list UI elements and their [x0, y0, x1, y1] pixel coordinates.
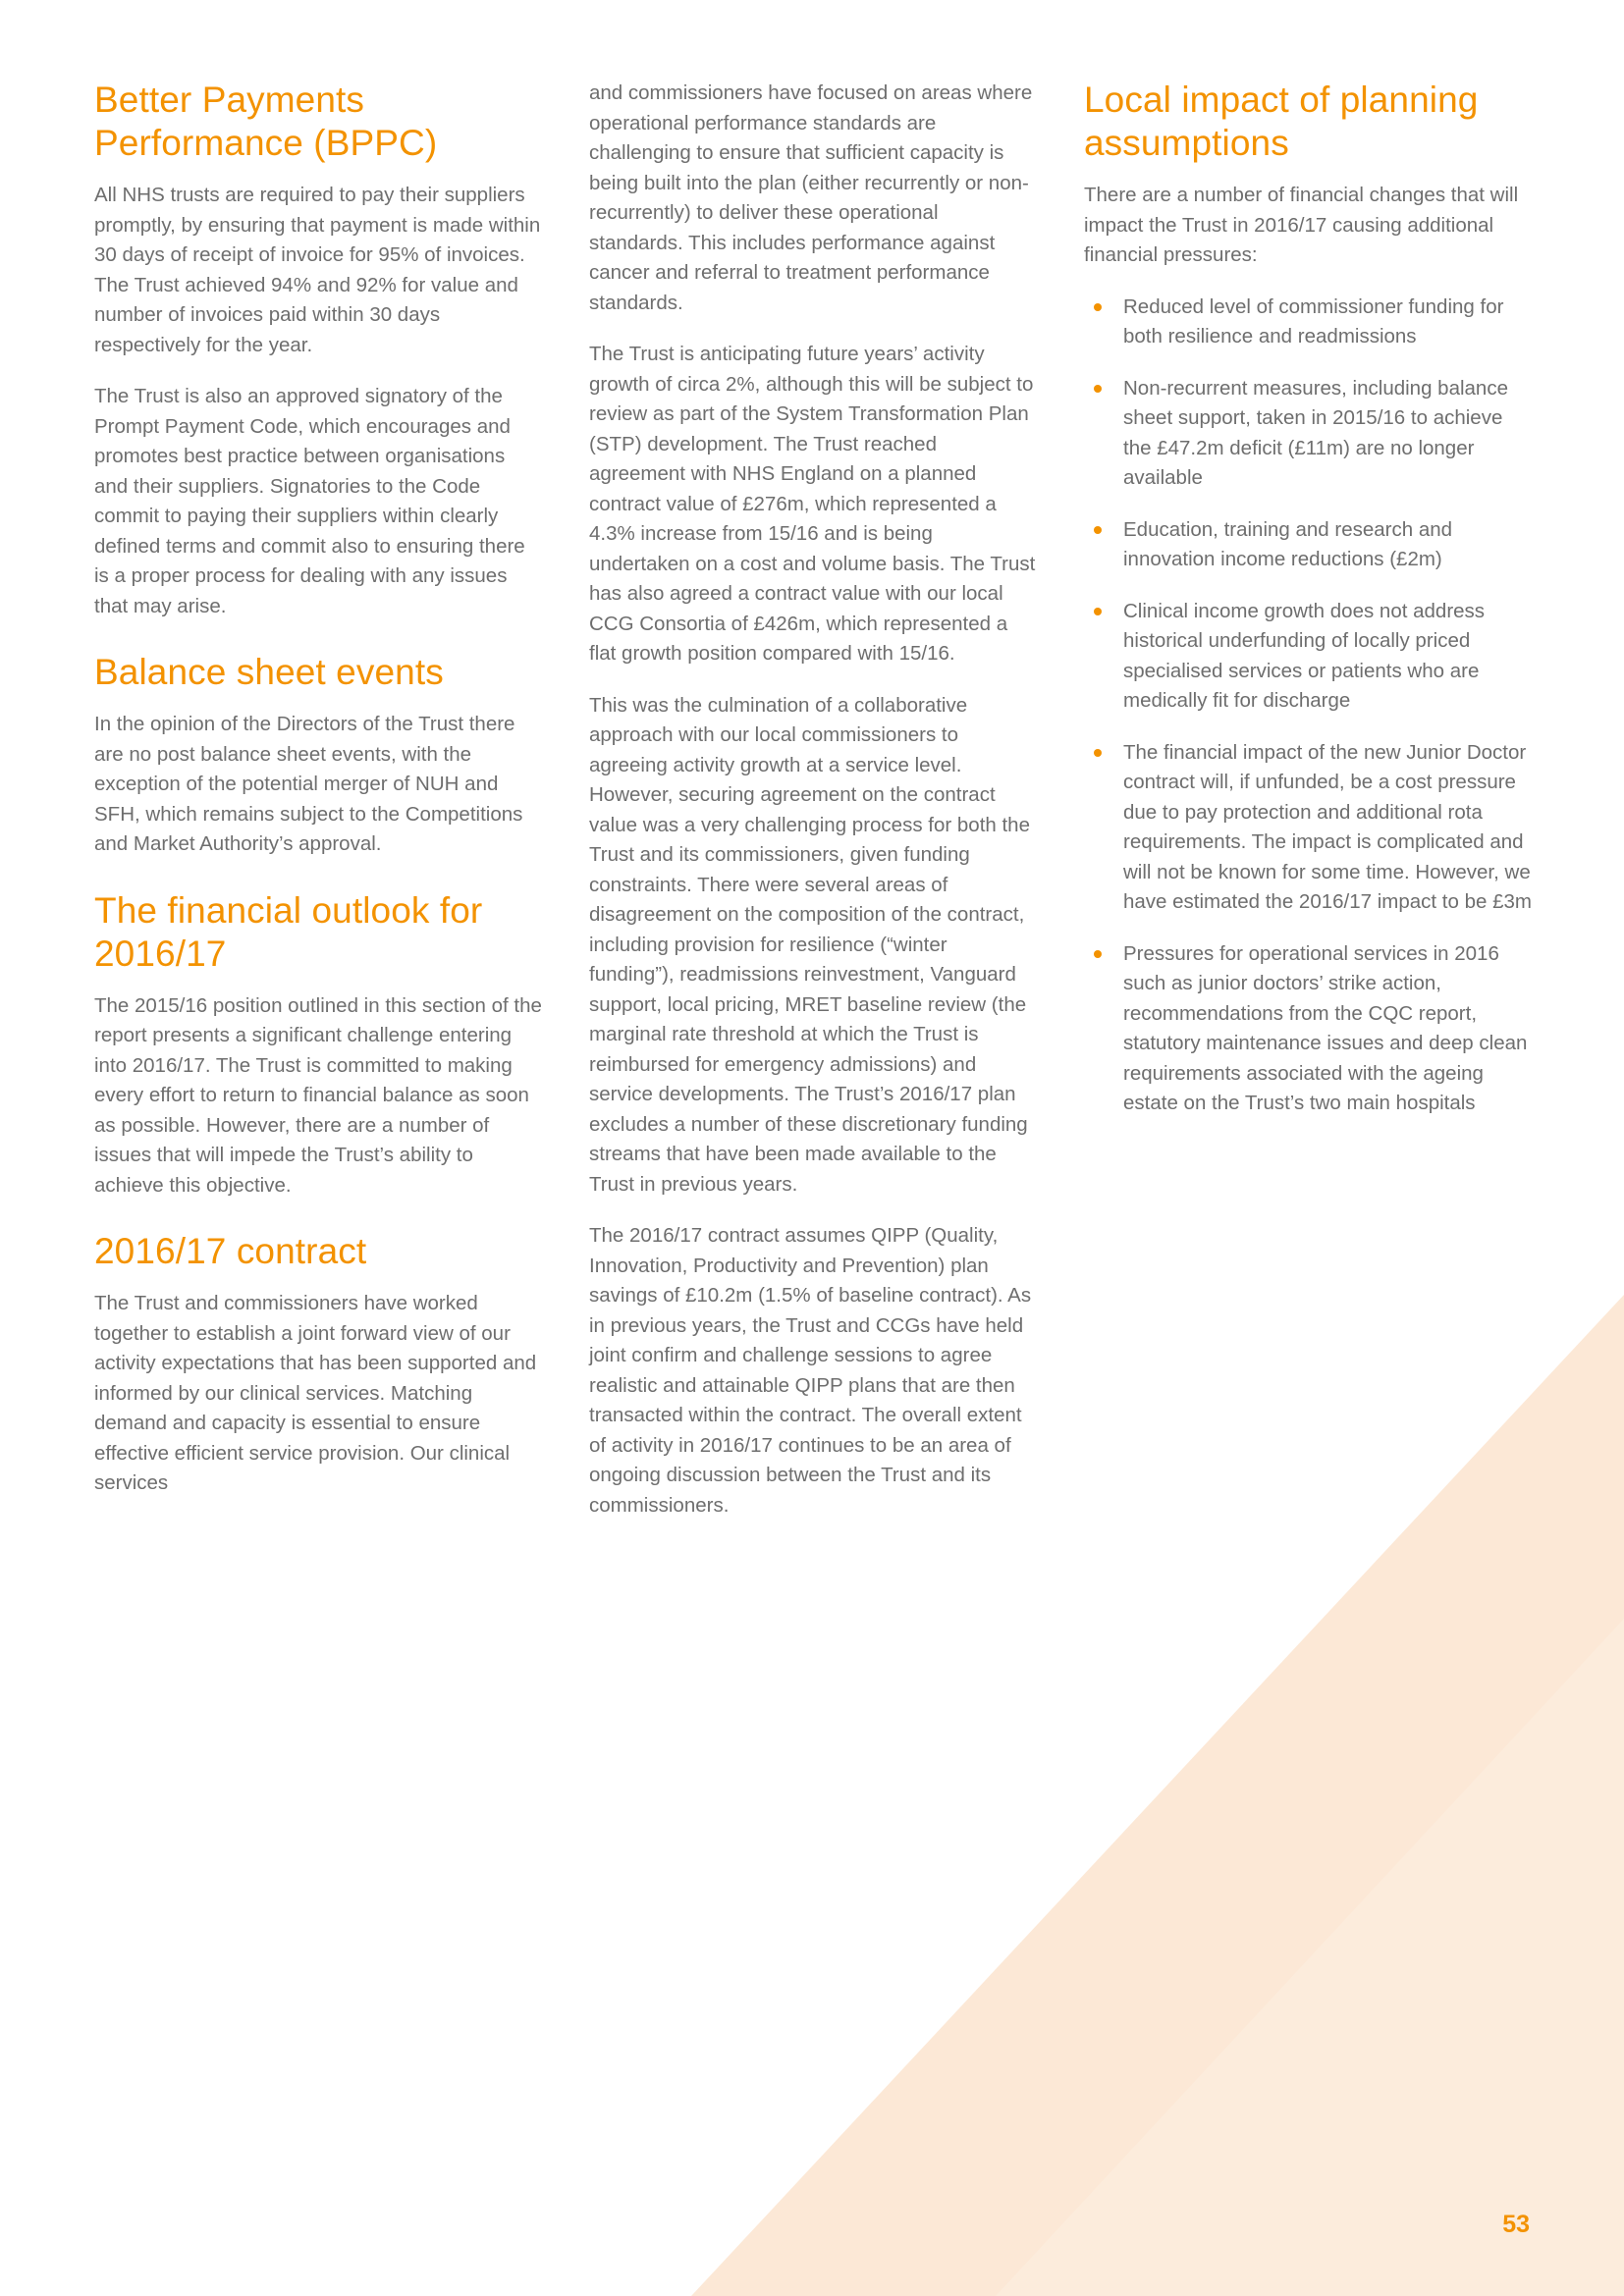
- bullet-dot-icon: [1094, 749, 1102, 757]
- list-item-label: Non-recurrent measures, including balance sheet support, taken in 2015/16 to achieve the £47.2m deficit (£11m) are no longer available: [1123, 376, 1508, 489]
- list-item-label: Pressures for operational services in 2016 such as junior doctors’ strike action, recommendations from the CQC report, statutory maintenance issues and deep clean requirements associated with the ageing estate on the Trust’s two main hospitals: [1123, 941, 1528, 1114]
- heading-contract-2016-17: 2016/17 contract: [94, 1231, 367, 1271]
- bullet-dot-icon: [1094, 950, 1102, 958]
- list-item-label: The financial impact of the new Junior Doctor contract will, if unfunded, be a cost pressure due to pay protection and additional rota requirements. The impact is complicated and will not be known for some time. However, we have estimated the 2016/17 impact to be £3m: [1123, 740, 1532, 913]
- list-item-label: Reduced level of commissioner funding for both resilience and readmissions: [1123, 294, 1504, 347]
- paragraph-bppc-1: All NHS trusts are required to pay their suppliers promptly, by ensuring that payment is made within 30 days of receipt of invoice for 95% of invoices. The Trust achieved 94% and 92% for value and number of invoices paid within 30 days respectively for the year.: [94, 184, 541, 356]
- list-local-impact-bullets: [1084, 293, 1532, 1119]
- heading-balance-sheet-events: Balance sheet events: [94, 652, 444, 692]
- section-financial-outlook: [94, 889, 542, 1201]
- section-balance-sheet-events: [94, 651, 542, 860]
- list-item-label: Education, training and research and innovation income reductions (£2m): [1123, 517, 1453, 570]
- list-item: [1084, 374, 1532, 494]
- bullet-dot-icon: [1094, 526, 1102, 534]
- bullet-dot-icon: [1094, 608, 1102, 615]
- paragraph-financial-outlook-1: The 2015/16 position outlined in this section of the report presents a significant challenge entering into 2016/17. The Trust is committed to making every effort to return to financial balance as soon as possible. However, there are a number of issues that will impede the Trust’s ability to achieve this objective.: [94, 993, 542, 1197]
- page-number: 53: [1502, 2211, 1530, 2238]
- paragraph-local-impact-intro: There are a number of financial changes that will impact the Trust in 2016/17 causing additional financial pressures:: [1084, 184, 1519, 266]
- bullet-dot-icon: [1094, 303, 1102, 311]
- heading-local-impact: Local impact of planning assumptions: [1084, 80, 1479, 163]
- list-item: [1084, 515, 1532, 575]
- list-item: [1084, 738, 1532, 918]
- section-contract-2016-17: [94, 1230, 542, 1499]
- list-item: [1084, 939, 1532, 1119]
- paragraph-middle-3: This was the culmination of a collaborative approach with our local commissioners to agreeing activity growth at a service level. However, securing agreement on the contract value was a very challenging process for both the Trust and its commissioners, given funding constraints. There were several areas of disagreement on the composition of the contract, including provision for resilience (“winter funding”), readmissions reinvestment, Vanguard support, local pricing, MRET baseline review (the marginal rate threshold at which the Trust is reimbursed for emergency admissions) and service developments. The Trust’s 2016/17 plan excludes a number of these discretionary funding streams that have been made available to the Trust in previous years.: [589, 693, 1030, 1196]
- heading-financial-outlook: The financial outlook for 2016/17: [94, 889, 483, 974]
- list-item: [1084, 597, 1532, 717]
- column-middle: [589, 79, 1037, 1521]
- column-left: [94, 79, 542, 1521]
- paragraph-middle-1: and commissioners have focused on areas where operational performance standards are challenging to ensure that sufficient capacity is being built into the plan (either recurrently or non-recurrently) to deliver these operational standards. This includes performance against cancer and referral to treatment performance standards.: [589, 81, 1033, 314]
- column-right: [1084, 79, 1532, 1521]
- paragraph-middle-2: The Trust is anticipating future years’ activity growth of circa 2%, although this will be subject to review as part of the System Transformation Plan (STP) development. The Trust reached agreement with NHS England on a planned contract value of £276m, which represented a 4.3% increase from 15/16 and is being undertaken on a cost and volume basis. The Trust has also agreed a contract value with our local CCG Consortia of £426m, which represented a flat growth position compared with 15/16.: [589, 343, 1036, 665]
- paragraph-middle-4: The 2016/17 contract assumes QIPP (Quality, Innovation, Productivity and Prevention) plan savings of £10.2m (1.5% of baseline contract). As in previous years, the Trust and CCGs have held joint confirm and challenge sessions to agree realistic and attainable QIPP plans that are then transacted within the contract. The overall extent of activity in 2016/17 continues to be an area of ongoing discussion between the Trust and its commissioners.: [589, 1224, 1032, 1517]
- paragraph-balance-sheet-events-1: In the opinion of the Directors of the Trust there are no post balance sheet events, with the exception of the potential merger of NUH and SFH, which remains subject to the Competitions and Market Authority’s approval.: [94, 713, 523, 855]
- paragraph-contract-2016-17-1: The Trust and commissioners have worked together to establish a joint forward view of our activity expectations that has been supported and informed by our clinical services. Matching demand and capacity is essential to ensure effective efficient service provision. Our clinical services: [94, 1292, 537, 1494]
- bullet-dot-icon: [1094, 385, 1102, 393]
- decorative-corner-wedge-inner: [996, 1619, 1624, 2296]
- list-item: [1084, 293, 1532, 352]
- heading-bppc: Better Payments Performance (BPPC): [94, 80, 438, 163]
- paragraph-bppc-2: The Trust is also an approved signatory of the Prompt Payment Code, which encourages and promotes best practice between organisations and their suppliers. Signatories to the Code commit to paying their suppliers within clearly defined terms and commit also to ensuring there is a proper process for dealing with any issues that may arise.: [94, 385, 525, 617]
- list-item-label: Clinical income growth does not address historical underfunding of locally priced specialised services or patients who are medically fit for discharge: [1123, 599, 1486, 712]
- section-bppc: [94, 79, 542, 621]
